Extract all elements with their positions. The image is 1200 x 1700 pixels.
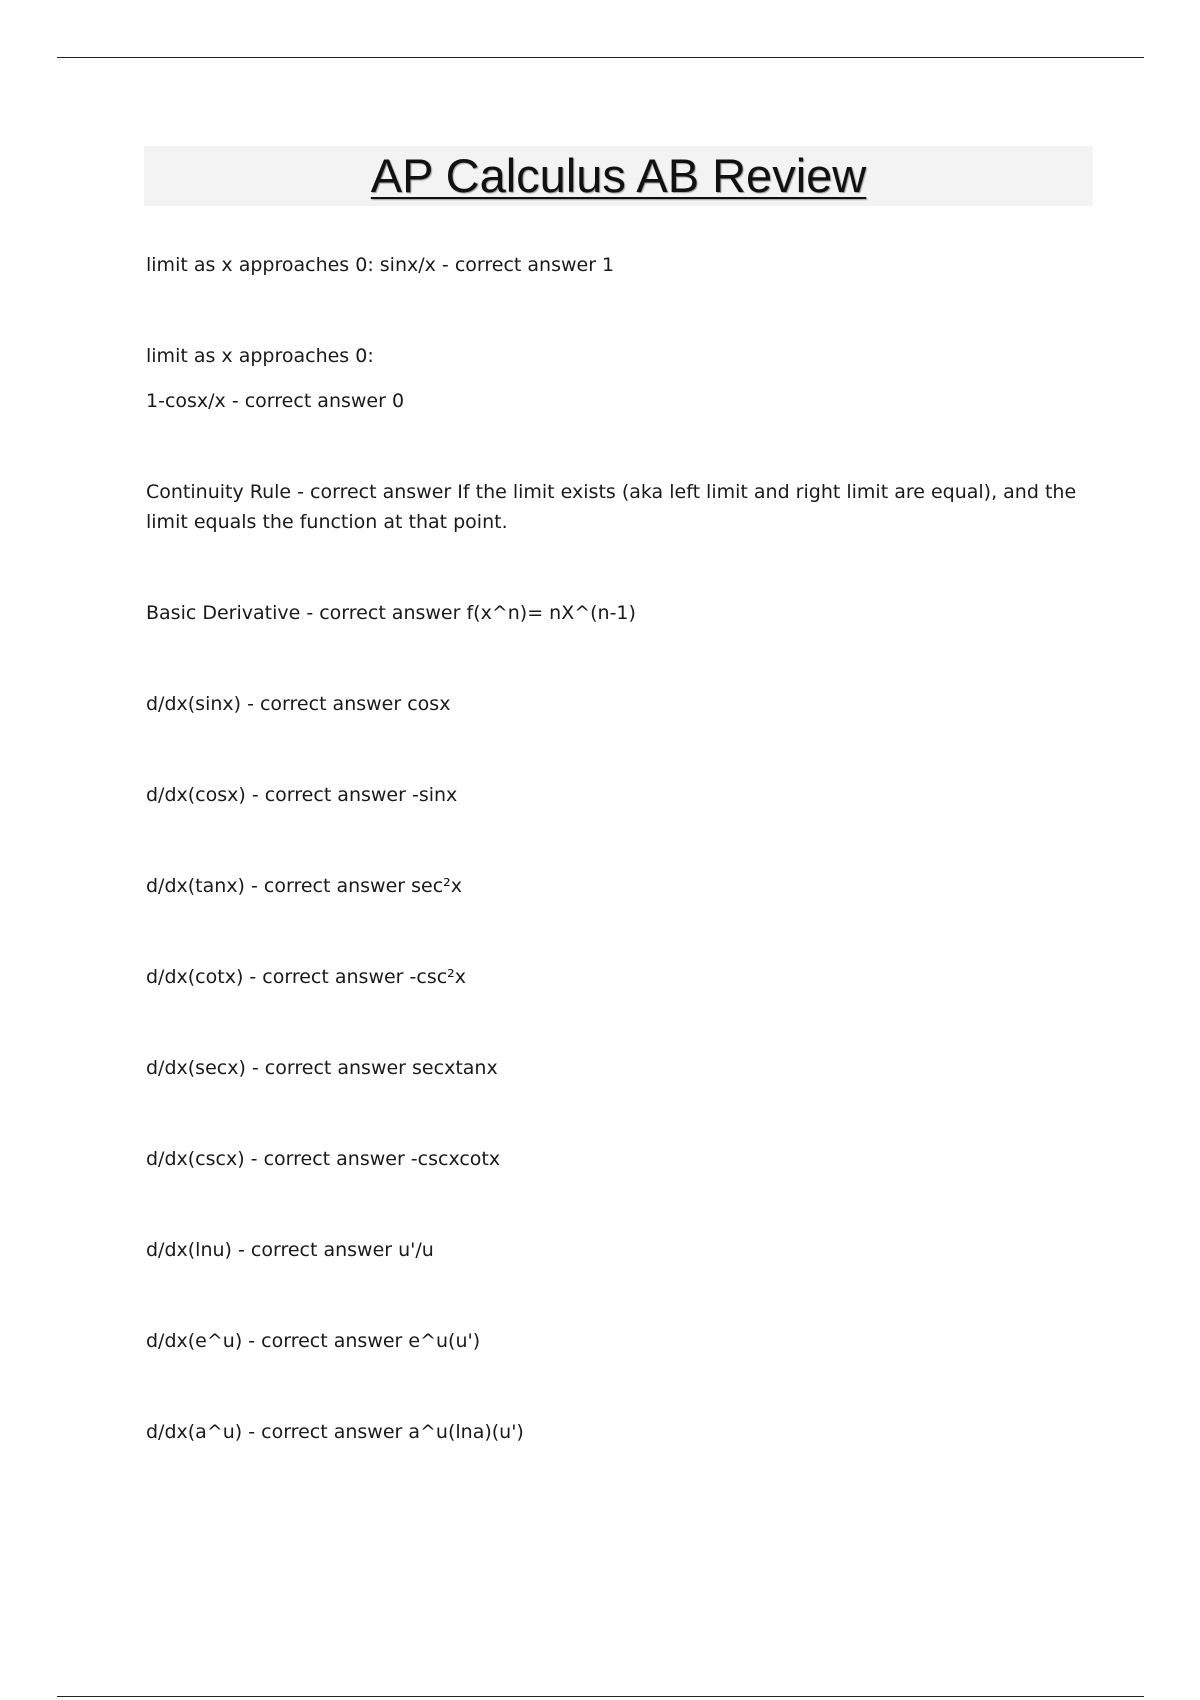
entry-derivative-tanx: d/dx(tanx) - correct answer sec²x — [146, 875, 463, 897]
entry-continuity-rule: Continuity Rule - correct answer If the limit exists (aka left limit and right limit are equal), and the limit equals the function at that point. — [146, 481, 1077, 533]
entry-limit-cosx-answer: 1-cosx/x - correct answer 0 — [146, 390, 405, 412]
entry-derivative-e-u: d/dx(e^u) - correct answer e^u(u') — [146, 1330, 481, 1352]
entry-basic-derivative: Basic Derivative - correct answer f(x^n)= nX^(n-1) — [146, 602, 636, 624]
entry-derivative-secx: d/dx(secx) - correct answer secxtanx — [146, 1057, 498, 1079]
entry-derivative-sinx: d/dx(sinx) - correct answer cosx — [146, 693, 451, 715]
entry-derivative-lnu: d/dx(lnu) - correct answer u'/u — [146, 1239, 434, 1261]
bottom-divider — [57, 1696, 1144, 1697]
entry-limit-cosx-prompt: limit as x approaches 0: — [146, 345, 374, 367]
entry-derivative-a-u: d/dx(a^u) - correct answer a^u(lna)(u') — [146, 1421, 524, 1443]
title-banner — [144, 146, 1093, 206]
entry-derivative-cotx: d/dx(cotx) - correct answer -csc²x — [146, 966, 467, 988]
entry-limit-sinx: limit as x approaches 0: sinx/x - correct answer 1 — [146, 254, 615, 276]
entry-derivative-cscx: d/dx(cscx) - correct answer -cscxcotx — [146, 1148, 501, 1170]
document-title: AP Calculus AB Review — [370, 149, 867, 202]
entry-derivative-cosx: d/dx(cosx) - correct answer -sinx — [146, 784, 458, 806]
top-divider — [57, 57, 1144, 58]
